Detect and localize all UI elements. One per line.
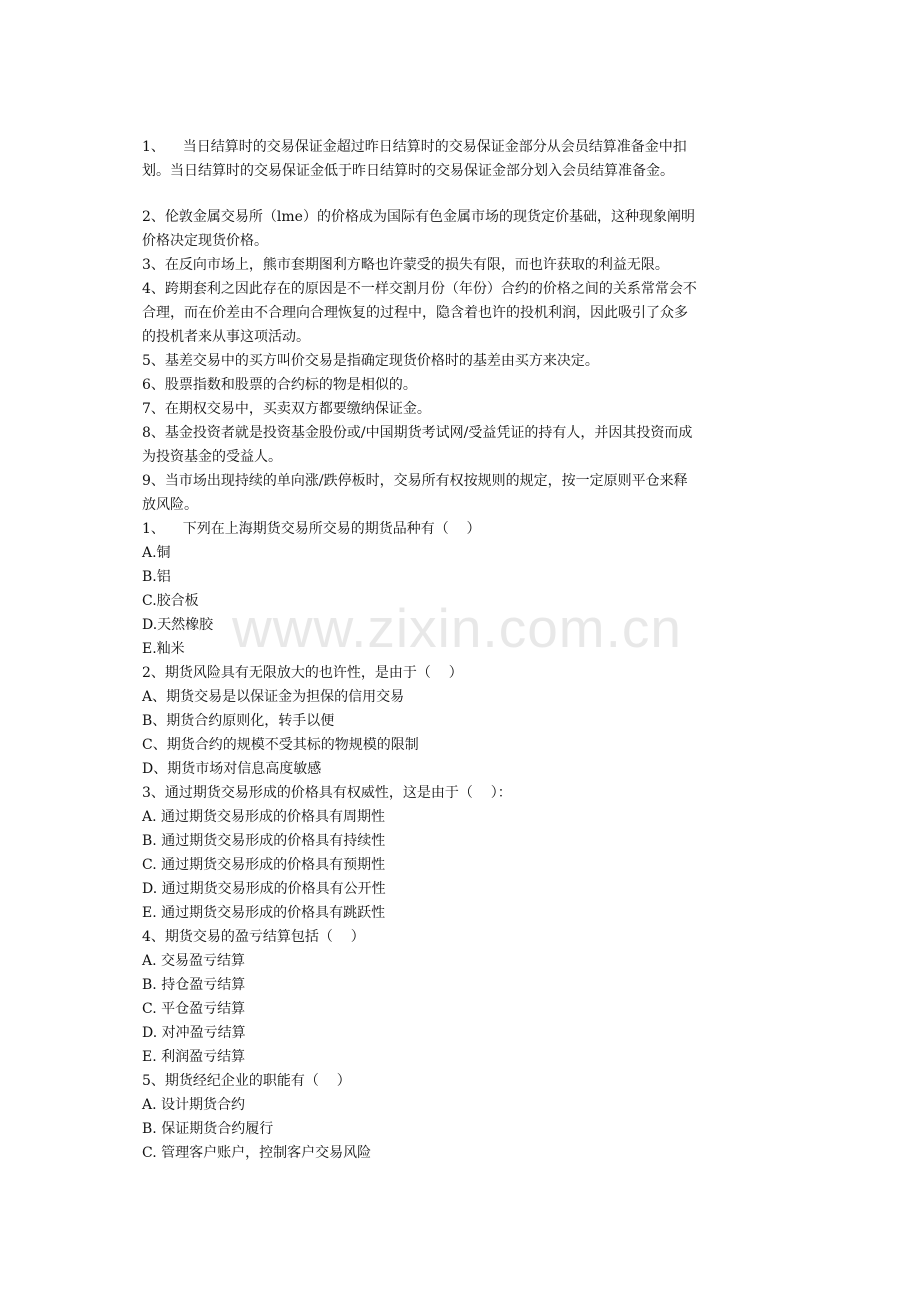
watermark: www.zixin.com.cn bbox=[232, 597, 682, 659]
text-line: 8、基金投资者就是投资基金股份或/中国期货考试网/受益凭证的持有人，并因其投资而成 bbox=[142, 425, 693, 441]
text-line: 2、期货风险具有无限放大的也许性，是由于（ ） bbox=[142, 665, 463, 681]
text-line: 合理，而在价差由不合理向合理恢复的过程中，隐含着也许的投机利润，因此吸引了众多 bbox=[142, 305, 688, 321]
text-line: 划。当日结算时的交易保证金低于昨日结算时的交易保证金部分划入会员结算准备金。 bbox=[142, 163, 674, 179]
text-line: C.胶合板 bbox=[142, 593, 199, 609]
text-line: A、期货交易是以保证金为担保的信用交易 bbox=[142, 689, 405, 705]
text-line: C. 管理客户账户，控制客户交易风险 bbox=[142, 1145, 372, 1161]
text-line: 3、在反向市场上，熊市套期图利方略也许蒙受的损失有限，而也许获取的利益无限。 bbox=[142, 257, 669, 273]
text-line: B. 持仓盈亏结算 bbox=[142, 977, 246, 993]
text-line: D. 通过期货交易形成的价格具有公开性 bbox=[142, 881, 386, 897]
text-line: 9、当市场出现持续的单向涨/跌停板时，交易所有权按规则的规定，按一定原则平仓来释 bbox=[142, 473, 688, 489]
text-line: D、期货市场对信息高度敏感 bbox=[142, 761, 322, 777]
text-line: 价格决定现货价格。 bbox=[142, 233, 268, 249]
text-line: 5、期货经纪企业的职能有（ ） bbox=[142, 1073, 351, 1089]
text-line: 的投机者来从事这项活动。 bbox=[142, 329, 310, 345]
text-line: B. 保证期货合约履行 bbox=[142, 1121, 274, 1137]
text-line: 为投资基金的受益人。 bbox=[142, 449, 282, 465]
text-line: 6、股票指数和股票的合约标的物是相似的。 bbox=[142, 377, 417, 393]
document-body bbox=[142, 135, 782, 1165]
text-line: 2、伦敦金属交易所（lme）的价格成为国际有色金属市场的现货定价基础，这种现象阐明 bbox=[142, 209, 695, 225]
text-line: A. 通过期货交易形成的价格具有周期性 bbox=[142, 809, 386, 825]
text-line: 1、 下列在上海期货交易所交易的期货品种有（ ） bbox=[142, 521, 481, 537]
text-line: E. 利润盈亏结算 bbox=[142, 1049, 246, 1065]
text-line: 4、跨期套利之因此存在的原因是不一样交割月份（年份）合约的价格之间的关系常常会不 bbox=[142, 281, 697, 297]
text-line: 放风险。 bbox=[142, 497, 198, 513]
text-line: A. 交易盈亏结算 bbox=[142, 953, 246, 969]
text-line: C. 平仓盈亏结算 bbox=[142, 1001, 246, 1017]
text-line: 3、通过期货交易形成的价格具有权威性，这是由于（ ）： bbox=[142, 785, 512, 801]
text-line: B.铝 bbox=[142, 569, 171, 585]
text-line: C. 通过期货交易形成的价格具有预期性 bbox=[142, 857, 386, 873]
text-line: A. 设计期货合约 bbox=[142, 1097, 246, 1113]
text-line: 7、在期权交易中，买卖双方都要缴纳保证金。 bbox=[142, 401, 431, 417]
text-line: C、期货合约的规模不受其标的物规模的限制 bbox=[142, 737, 419, 753]
text-line: E. 通过期货交易形成的价格具有跳跃性 bbox=[142, 905, 386, 921]
text-line: A.铜 bbox=[142, 545, 171, 561]
paragraph-gap bbox=[142, 183, 782, 205]
text-line: D. 对冲盈亏结算 bbox=[142, 1025, 246, 1041]
text-line: B、期货合约原则化，转手以便 bbox=[142, 713, 335, 729]
text-line: 1、 当日结算时的交易保证金超过昨日结算时的交易保证金部分从会员结算准备金中扣 bbox=[142, 139, 687, 155]
text-line: D.天然橡胶 bbox=[142, 617, 214, 633]
text-line: B. 通过期货交易形成的价格具有持续性 bbox=[142, 833, 386, 849]
text-line: E.籼米 bbox=[142, 641, 185, 657]
text-line: 5、基差交易中的买方叫价交易是指确定现货价格时的基差由买方来决定。 bbox=[142, 353, 599, 369]
text-line: 4、期货交易的盈亏结算包括（ ） bbox=[142, 929, 365, 945]
paragraph-block-1 bbox=[142, 135, 782, 183]
paragraph-block-2 bbox=[142, 205, 782, 1165]
